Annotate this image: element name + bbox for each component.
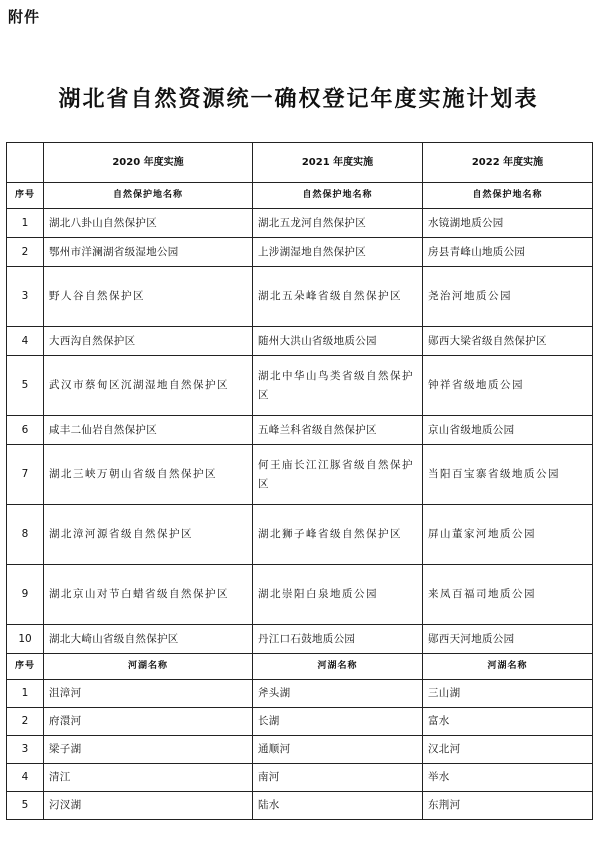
name-2022-cell: 房县青峰山地质公园 xyxy=(423,238,593,267)
plan-table xyxy=(6,142,593,820)
header-blank-cell xyxy=(7,143,44,183)
name-2021-cell: 斧头湖 xyxy=(253,680,423,708)
name-2022-cell: 水镜湖地质公园 xyxy=(423,209,593,238)
name-2021-cell: 长湖 xyxy=(253,708,423,736)
name-2022-cell: 郧西大梁省级自然保护区 xyxy=(423,327,593,356)
index-header: 序号 xyxy=(7,654,44,680)
name-2021-cell: 何王庙长江江豚省级自然保护区 xyxy=(253,445,423,505)
river-lake-subheader-row xyxy=(7,654,593,680)
name-2020-cell: 大西沟自然保护区 xyxy=(44,327,253,356)
row-index: 5 xyxy=(7,792,44,820)
name-2022-cell: 郧西天河地质公园 xyxy=(423,625,593,654)
row-index: 1 xyxy=(7,680,44,708)
plan-table-body xyxy=(7,143,593,820)
name-2022-cell: 钟祥省级地质公园 xyxy=(423,356,593,416)
row-index: 5 xyxy=(7,356,44,416)
row-index: 3 xyxy=(7,736,44,764)
table-row xyxy=(7,625,593,654)
year-header-2021: 2021 年度实施 xyxy=(253,143,423,183)
row-index: 4 xyxy=(7,764,44,792)
name-2020-cell: 湖北八卦山自然保护区 xyxy=(44,209,253,238)
name-2021-cell: 湖北崇阳白泉地质公园 xyxy=(253,565,423,625)
row-index: 3 xyxy=(7,267,44,327)
name-2021-cell: 湖北中华山鸟类省级自然保护区 xyxy=(253,356,423,416)
row-index: 7 xyxy=(7,445,44,505)
index-header: 序号 xyxy=(7,183,44,209)
name-2020-cell: 梁子湖 xyxy=(44,736,253,764)
table-row xyxy=(7,505,593,565)
row-index: 1 xyxy=(7,209,44,238)
column-header-2020: 自然保护地名称 xyxy=(44,183,253,209)
name-2020-cell: 野人谷自然保护区 xyxy=(44,267,253,327)
name-2020-cell: 湖北三峡万朝山省级自然保护区 xyxy=(44,445,253,505)
name-2021-cell: 丹江口石鼓地质公园 xyxy=(253,625,423,654)
name-2020-cell: 府澴河 xyxy=(44,708,253,736)
table-row xyxy=(7,680,593,708)
name-2020-cell: 湖北漳河源省级自然保护区 xyxy=(44,505,253,565)
name-2022-cell: 东荆河 xyxy=(423,792,593,820)
row-index: 4 xyxy=(7,327,44,356)
name-2021-cell: 湖北五朵峰省级自然保护区 xyxy=(253,267,423,327)
name-2021-cell: 南河 xyxy=(253,764,423,792)
row-index: 10 xyxy=(7,625,44,654)
table-row xyxy=(7,209,593,238)
row-index: 2 xyxy=(7,708,44,736)
name-2020-cell: 咸丰二仙岩自然保护区 xyxy=(44,416,253,445)
column-header-2021: 河湖名称 xyxy=(253,654,423,680)
table-row xyxy=(7,356,593,416)
column-header-2022: 河湖名称 xyxy=(423,654,593,680)
table-row xyxy=(7,445,593,505)
table-row xyxy=(7,267,593,327)
table-row xyxy=(7,736,593,764)
column-header-2021: 自然保护地名称 xyxy=(253,183,423,209)
name-2020-cell: 汈汊湖 xyxy=(44,792,253,820)
column-header-2020: 河湖名称 xyxy=(44,654,253,680)
name-2022-cell: 来凤百福司地质公园 xyxy=(423,565,593,625)
table-row xyxy=(7,416,593,445)
name-2020-cell: 湖北京山对节白蜡省级自然保护区 xyxy=(44,565,253,625)
table-row xyxy=(7,764,593,792)
name-2022-cell: 当阳百宝寨省级地质公园 xyxy=(423,445,593,505)
name-2022-cell: 汉北河 xyxy=(423,736,593,764)
year-header-2022: 2022 年度实施 xyxy=(423,143,593,183)
row-index: 2 xyxy=(7,238,44,267)
table-row xyxy=(7,327,593,356)
name-2022-cell: 富水 xyxy=(423,708,593,736)
name-2020-cell: 湖北大崎山省级自然保护区 xyxy=(44,625,253,654)
name-2021-cell: 五峰兰科省级自然保护区 xyxy=(253,416,423,445)
row-index: 8 xyxy=(7,505,44,565)
name-2020-cell: 清江 xyxy=(44,764,253,792)
name-2020-cell: 沮漳河 xyxy=(44,680,253,708)
name-2022-cell: 屏山董家河地质公园 xyxy=(423,505,593,565)
name-2020-cell: 武汉市蔡甸区沉湖湿地自然保护区 xyxy=(44,356,253,416)
year-header-2020: 2020 年度实施 xyxy=(44,143,253,183)
table-row xyxy=(7,792,593,820)
name-2021-cell: 通顺河 xyxy=(253,736,423,764)
protected-area-subheader-row xyxy=(7,183,593,209)
name-2022-cell: 尧治河地质公园 xyxy=(423,267,593,327)
name-2022-cell: 三山湖 xyxy=(423,680,593,708)
row-index: 9 xyxy=(7,565,44,625)
name-2021-cell: 湖北五龙河自然保护区 xyxy=(253,209,423,238)
row-index: 6 xyxy=(7,416,44,445)
name-2021-cell: 湖北狮子峰省级自然保护区 xyxy=(253,505,423,565)
name-2021-cell: 随州大洪山省级地质公园 xyxy=(253,327,423,356)
column-header-2022: 自然保护地名称 xyxy=(423,183,593,209)
table-row xyxy=(7,238,593,267)
table-row xyxy=(7,708,593,736)
name-2021-cell: 陆水 xyxy=(253,792,423,820)
attachment-label: 附件 xyxy=(8,8,41,26)
name-2022-cell: 京山省级地质公园 xyxy=(423,416,593,445)
name-2020-cell: 鄂州市洋澜湖省级湿地公园 xyxy=(44,238,253,267)
table-row xyxy=(7,565,593,625)
year-header-row xyxy=(7,143,593,183)
name-2022-cell: 举水 xyxy=(423,764,593,792)
name-2021-cell: 上涉湖湿地自然保护区 xyxy=(253,238,423,267)
document-title: 湖北省自然资源统一确权登记年度实施计划表 xyxy=(58,87,539,112)
